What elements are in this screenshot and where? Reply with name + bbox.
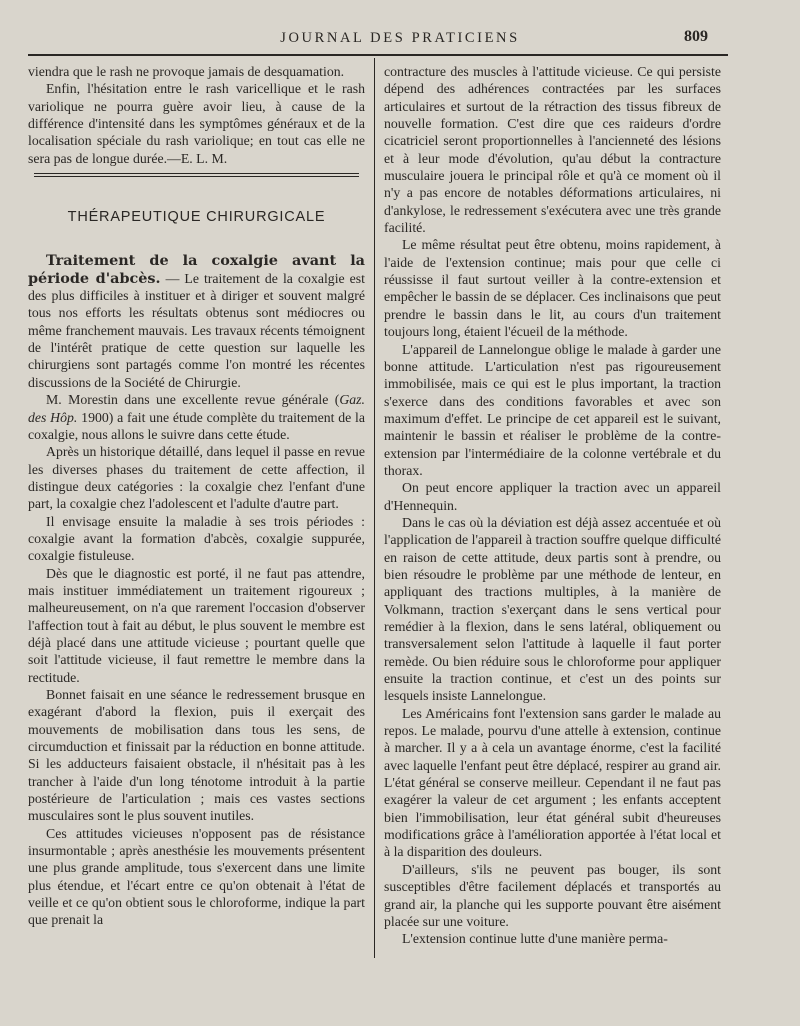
- paragraph: L'appareil de Lannelongue oblige le malade à garder une bonne attitude. L'articulation n'est pas rigoureusement immobilisée, mais ce qui est le plus important, la traction s'exerce dans des conditions favorables et avec son maximum d'effet. Le principe de cet appareil est le suivant, maintenir le bassin et réaliser le problème de la contre-extension par l'intermédiaire de la colonne vertébrale et du thorax.: [384, 341, 721, 478]
- paragraph: Le même résultat peut être obtenu, moins rapidement, à l'aide de l'extension continue; mais pour que celle ci réussisse il faut surtout veiller à la contre-extension et empêcher le bassin de se déplacer. Ces inclinaisons que peut prendre le bassin dans le lit, au cours d'un traitement toujours long, étaient l'écueil de la méthode.: [384, 237, 721, 340]
- paragraph: L'extension continue lutte d'une manière perma-: [402, 931, 668, 947]
- journal-citation: Gaz. des Hôp.: [28, 392, 365, 425]
- page-number: 809: [684, 28, 708, 45]
- paragraph: [28, 391, 365, 443]
- paragraph: viendra que le rash ne provoque jamais de desquamation.: [28, 64, 345, 79]
- paragraph: On peut encore appliquer la traction avec un appareil d'Hennequin.: [384, 480, 721, 513]
- paragraph-text: 1900) a fait une étude complète du traitement de la coxalgie, nous allons le suivre dans cette étude.: [28, 409, 365, 442]
- paragraph: Dès que le diagnostic est porté, il ne faut pas attendre, mais instituer immédiatement un traitement rigoureux ; malheureusement, on n'a que rarement l'occasion d'observer l'affection tout à fait au début, le plus souvent le membre est déjà placé dans une attitude vicieuse ; pourtant quelle que soit l'attitude vicieuse, il faut remettre le membre dans la rectitude.: [28, 565, 365, 685]
- section-heading: THÉRAPEUTIQUE CHIRURGICALE: [67, 209, 326, 226]
- journal-title: JOURNAL DES PRATICIENS: [280, 30, 520, 46]
- paragraph: Il envisage ensuite la maladie à ses trois périodes : coxalgie avant la formation d'abcès, coxalgie suppurée, coxalgie fistuleuse.: [28, 513, 365, 564]
- header-rule: [28, 54, 728, 56]
- paragraph: contracture des muscles à l'attitude vicieuse. Ce qui persiste dépend des adhérences contractées par les surfaces articulaires et surtout de la rétraction des tissus fibreux de nouvelle formation. C'est dire que ces raideurs d'ordre cicatriciel seront proportionnelles à l'ancienneté des lésions et à leur mode d'évolution, qu'au début la contracture musculaire jouera le principal rôle et qu'à ce moment où il n'y a pas encore de notables déformations articulaires, ni d'ankylose, le redressement s'exécutera avec une très grande facilité.: [384, 64, 721, 236]
- paragraph: Les Américains font l'extension sans garder le malade au repos. Le malade, pourvu d'une attelle à extension, continue à marcher. Il y a à cela un avantage énorme, c'est la facilité avec laquelle l'enfant peut être déplacé, respirer au grand air. L'état général se conserve meilleur. Cependant il ne faut pas exagérer la valeur de cet argument ; les enfants acceptent bien l'immobilisation, leur état général subit d'heureuses modifications grâce à l'amélioration apportée à l'état local et à la disparition des douleurs.: [384, 705, 721, 860]
- paragraph: D'ailleurs, s'ils ne peuvent pas bouger, ils sont susceptibles d'être facilement déplacés et transportés au grand air, la planche qui les supporte pouvant être aisément placée sur une voiture.: [384, 861, 721, 929]
- paragraph: Dans le cas où la déviation est déjà assez accentuée et où l'application de l'appareil à traction souffre quelque difficulté en raison de cette attitude, deux partis sont à prendre, ou bien résoudre le problème par une méthode de lenteur, en appliquant des tractions multiples, à la manière de Volkmann, traction s'exerçant dans le sens vertical pour remédier à la flexion, dans le sens latéral, obliquement ou transversalement selon l'attitude à laquelle il faut porter remède. Ou bien réduire sous le chloroforme pour appliquer ensuite la traction continue, et c'est un des points sur lesquels insiste Lannelongue.: [384, 514, 721, 704]
- paragraph: Après un historique détaillé, dans lequel il passe en revue les diverses phases du traitement de cette affection, il distingue deux catégories : la coxalgie chez l'enfant d'une part, la coxalgie chez l'adolescent et l'adulte d'autre part.: [28, 444, 365, 512]
- column-divider: [374, 58, 375, 958]
- right-column: [384, 63, 721, 948]
- section-separator: [34, 173, 359, 177]
- left-column: [28, 63, 365, 929]
- paragraph-text: — Le traitement de la coxalgie est des plus difficiles à instituer et à diriger et souvent malgré tous nos efforts les résultats obtenus sont médiocres ou même franchement mauvais. Les travaux récents témoignent de l'intérêt pratique de cette question sur laquelle les chirurgiens sont partagés comme l'on montré les récentes discussions de la Société de Chirurgie.: [28, 270, 365, 390]
- paragraph: Bonnet faisait en une séance le redressement brusque en exagérant d'abord la flexion, puis il exerçait des mouvements de mobilisation dans tous les sens, de circumduction et finissait par la réduction en bonne attitude. Si les adducteurs faisaient obstacle, il n'hésitait pas à les trancher à l'aide d'un long ténotome introduit à la partie postérieure de l'articulation ; mais ces vastes sections musculaires sont le plus souvent inutiles.: [28, 687, 365, 824]
- paragraph: Enfin, l'hésitation entre le rash varicellique et le rash variolique ne pourra guère avoir lieu, à cause de la différence d'intensité dans les symptômes généraux et de la localisation spéciale du rash variolique; en tout cas elle ne sera pas de longue durée.—E. L. M.: [28, 81, 365, 166]
- paragraph: Ces attitudes vicieuses n'opposent pas de résistance insurmontable ; après anesthésie les mouvements présentent une plus grande amplitude, tous s'exercent dans une limite plus étendue, et l'écart entre ce qu'on obtenait à l'état de veille et ce qu'on obtient sous le chloroforme, indique la part que prenait la: [28, 825, 365, 928]
- paragraph-text: M. Morestin dans une excellente revue générale (: [46, 392, 340, 408]
- running-head: [0, 28, 800, 52]
- paragraph: [28, 252, 365, 391]
- article-title: Traitement de la coxalgie avant la période d'abcès.: [28, 252, 365, 287]
